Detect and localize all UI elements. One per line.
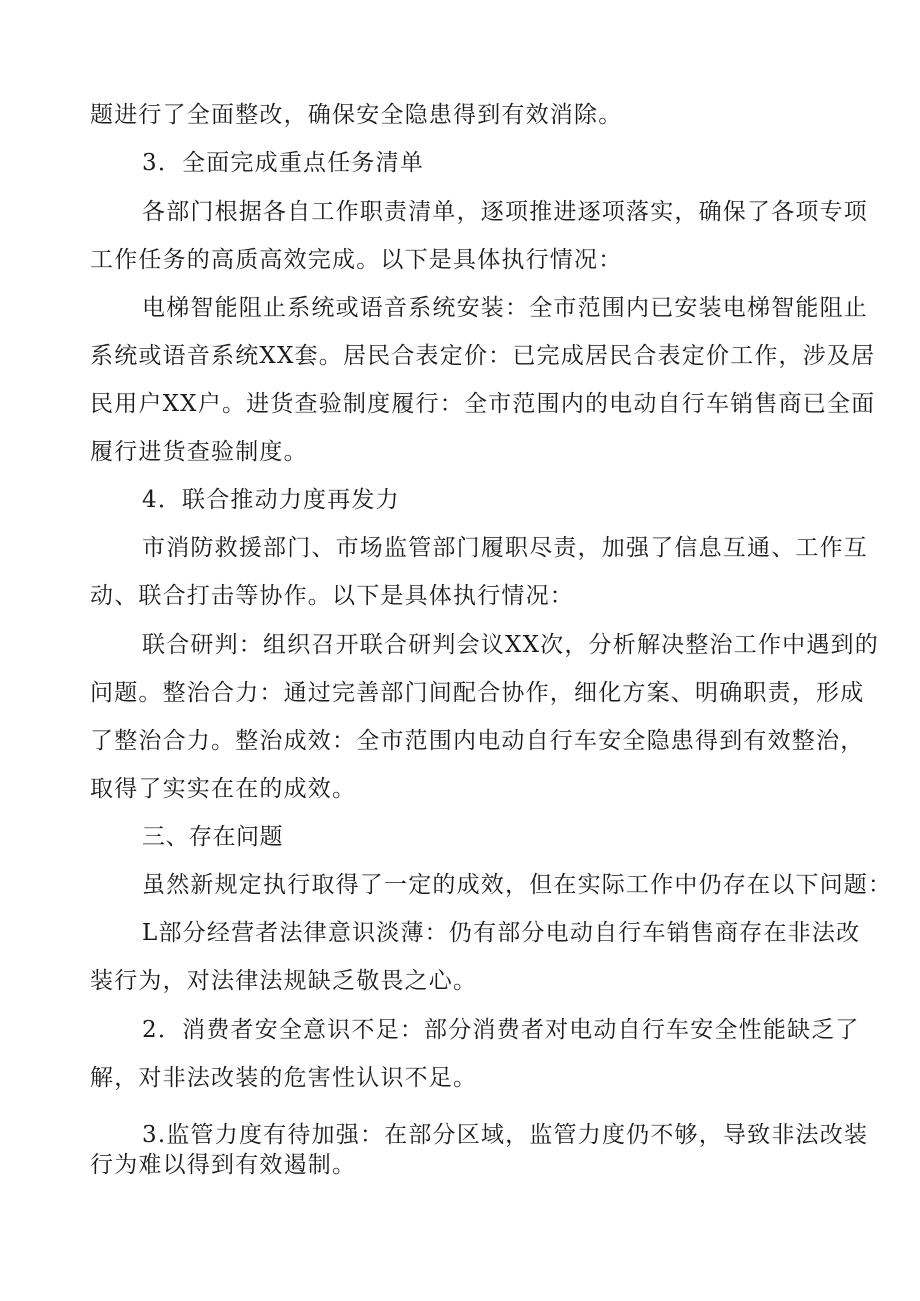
chapter-heading: 三、存在问题 (142, 824, 283, 850)
paragraph-line: 联合研判：组织召开联合研判会议XX次，分析解决整治工作中遇到的 (142, 632, 879, 658)
paragraph-line: 市消防救援部门、市场监管部门履职尽责，加强了信息互通、工作互 (142, 535, 868, 561)
paragraph-line: L部分经营者法律意识淡薄：仍有部分电动自行车销售商存在非法改 (142, 920, 861, 946)
paragraph-line: 问题。整治合力：通过完善部门间配合协作，细化方案、明确职责，形成 (90, 680, 865, 706)
paragraph-line: 取得了实实在在的成效。 (90, 776, 357, 802)
paragraph-line: 解，对非法改装的危害性认识不足。 (90, 1065, 478, 1091)
paragraph-line: 了整治合力。整治成效：全市范围内电动自行车安全隐患得到有效整治， (90, 728, 865, 754)
paragraph-line: 各部门根据各自工作职责清单，逐项推进逐项落实，确保了各项专项 (142, 199, 868, 225)
paragraph-line: 电梯智能阻止系统或语音系统安装：全市范围内已安装电梯智能阻止 (142, 295, 868, 321)
paragraph-line: 虽然新规定执行取得了一定的成效，但在实际工作中仍存在以下问题： (142, 872, 893, 898)
paragraph-line: 题进行了全面整改，确保安全隐患得到有效消除。 (90, 102, 623, 128)
paragraph-line: 动、联合打击等协作。以下是具体执行情况： (90, 583, 574, 609)
paragraph-line: 2．消费者安全意识不足：部分消费者对电动自行车安全性能缺乏了 (142, 1017, 860, 1043)
section-heading-3: 3．全面完成重点任务清单 (142, 150, 425, 176)
section-heading-4: 4．联合推动力度再发力 (142, 487, 400, 513)
paragraph-line: 行为难以得到有效遏制。 (90, 1152, 357, 1178)
paragraph-line: 系统或语音系统XX套。居民合表定价：已完成居民合表定价工作，涉及居 (90, 343, 876, 369)
paragraph-line: 装行为，对法律法规缺乏敬畏之心。 (90, 968, 478, 994)
paragraph-line: 3.监管力度有待加强：在部分区域，监管力度仍不够，导致非法改装 (142, 1122, 869, 1148)
paragraph-line: 履行进货查验制度。 (90, 439, 308, 465)
paragraph-line: 工作任务的高质高效完成。以下是具体执行情况： (90, 247, 623, 273)
paragraph-line: 民用户XX户。进货查验制度履行：全市范围内的电动自行车销售商已全面 (90, 391, 876, 417)
